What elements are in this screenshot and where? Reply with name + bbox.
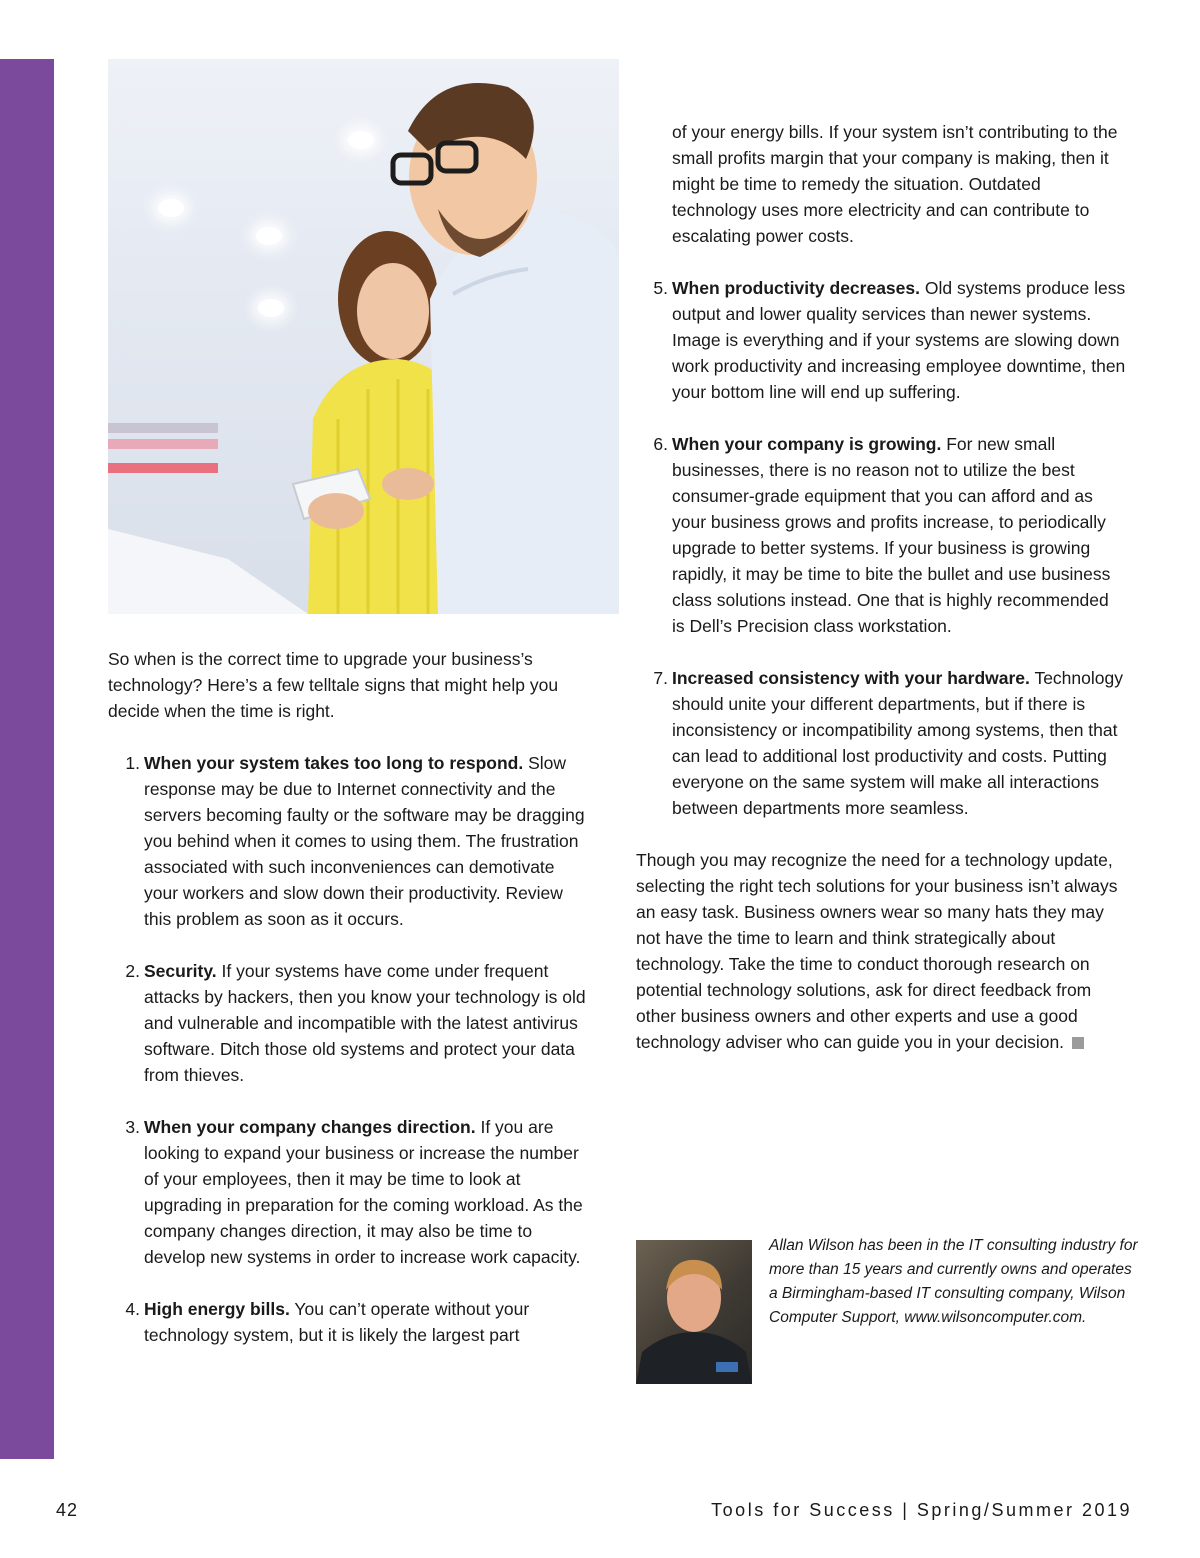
author-photo: [636, 1240, 752, 1384]
item-body: If your systems have come under frequent attacks by hackers, then you know your technology is old and vulnerable and incompatible with the latest antivirus software. Ditch those old systems and protect your data from thieves.: [144, 961, 586, 1085]
item-heading: When your system takes too long to respond.: [144, 753, 524, 773]
list-item: [108, 958, 588, 1088]
conclusion-text: Though you may recognize the need for a technology update, selecting the right tech solutions for your business isn’t always an easy task. Business owners wear so many hats they may not have the time to learn and think strategically about technology. Take the time to conduct thorough research on potential technology solutions, ask for direct feedback from other business owners and other experts and use a good technology adviser who can guide you in your decision.: [636, 850, 1118, 1052]
list-item: [636, 275, 1126, 405]
article-left-column: [108, 646, 588, 1348]
item-number: 3.: [125, 1117, 140, 1137]
item-number: 4.: [125, 1299, 140, 1319]
item-heading: When your company changes direction.: [144, 1117, 476, 1137]
page-number: 42: [56, 1500, 79, 1520]
item-number: 5.: [653, 278, 668, 298]
end-of-article-mark-icon: [1072, 1037, 1084, 1049]
item-body: For new small businesses, there is no reason not to utilize the best consumer-grade equipment that you can afford and as your business grows and profits increase, to periodically upgrade to better systems. If your business is growing rapidly, it may be time to bite the bullet and use business class solutions instead. One that is highly recommended is Dell’s Precision class workstation.: [672, 434, 1111, 636]
author-bio: Allan Wilson has been in the IT consulting industry for more than 15 years and currently owns and operates a Birmingham-based IT consulting company, Wilson Computer Support, www.wilsoncomputer.com.: [769, 1237, 1138, 1326]
list-item: [636, 431, 1126, 639]
conclusion-paragraph: [636, 847, 1126, 1055]
list-item: [108, 1296, 588, 1348]
item-heading: When your company is growing.: [672, 434, 942, 454]
intro-paragraph: So when is the correct time to upgrade your business’s technology? Here’s a few telltale signs that might help you decide when the time is right.: [108, 649, 559, 721]
item-body: Slow response may be due to Internet connectivity and the servers becoming faulty or the software may be dragging you behind when it comes to using them. The frustration associated with such inconveniences can demotivate your workers and slow down their productivity. Review this problem as soon as it occurs.: [144, 753, 585, 929]
running-footer: Tools for Success | Spring/Summer 2019: [711, 1500, 1132, 1520]
item-heading: Increased consistency with your hardware.: [672, 668, 1030, 688]
item-number: 7.: [653, 668, 668, 688]
item-body: Old systems produce less output and lower quality services than newer systems. Image is everything and if your systems are slowing down work productivity and increasing employee downtime, then your bottom line will end up suffering.: [672, 278, 1126, 402]
side-accent-bar: [0, 59, 54, 1459]
list-item: [636, 665, 1126, 821]
item-heading: When productivity decreases.: [672, 278, 920, 298]
item-body: of your energy bills. If your system isn’t contributing to the small profits margin that your company is making, then it might be time to remedy the situation. Outdated technology uses more electricity and can contribute to escalating power costs.: [672, 122, 1118, 246]
list-item-continued: [636, 119, 1126, 249]
item-number: 1.: [125, 753, 140, 773]
article-right-column: [636, 119, 1126, 1055]
item-number: 6.: [653, 434, 668, 454]
item-body: Technology should unite your different departments, but if there is inconsistency or incompatibility among systems, then that can lead to additional lost productivity and costs. Putting everyone on the same system will make all interactions between departments more seamless.: [672, 668, 1123, 818]
item-number: 2.: [125, 961, 140, 981]
item-heading: Security.: [144, 961, 217, 981]
item-heading: High energy bills.: [144, 1299, 290, 1319]
article-photo: [108, 59, 619, 614]
list-item: [108, 1114, 588, 1270]
list-item: [108, 750, 588, 932]
item-body: You can’t operate without your technology system, but it is likely the largest part: [144, 1299, 530, 1345]
item-body: If you are looking to expand your business or increase the number of your employees, then it may be time to look at upgrading in preparation for the coming workload. As the company changes direction, it may also be time to develop new systems in order to increase work capacity.: [144, 1117, 583, 1267]
